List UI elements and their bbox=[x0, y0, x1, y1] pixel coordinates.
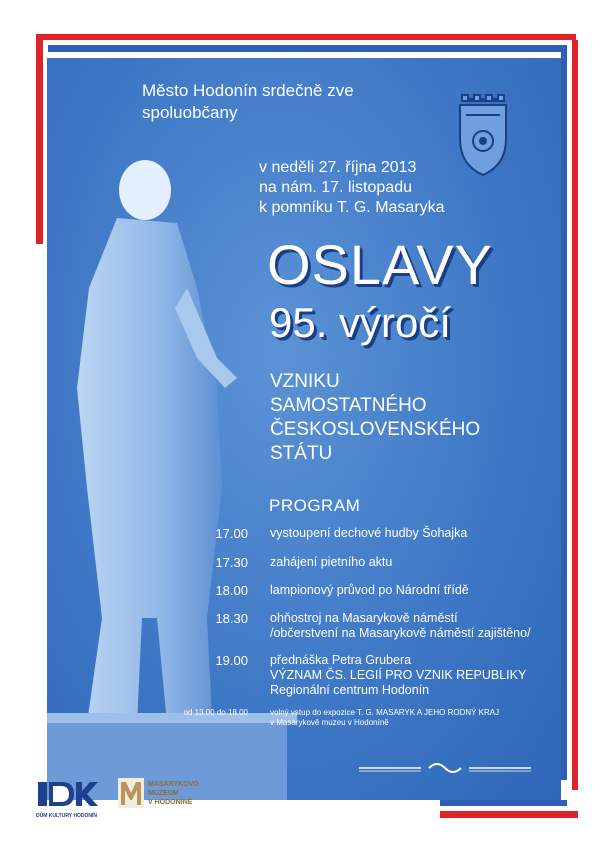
invitation-line-1: Město Hodonín srdečně zve bbox=[142, 81, 354, 100]
program-description: zahájení pietního aktu bbox=[270, 555, 393, 569]
dk-logo-icon bbox=[36, 780, 106, 810]
program-time: 17.30 bbox=[215, 555, 248, 570]
museum-name: MASARYKOVO MUZEUM V HODONÍNĚ bbox=[148, 781, 199, 806]
program-description: lampionový průvod po Národní třídě bbox=[270, 583, 469, 597]
program-time: od 13.00 do 18.00 bbox=[183, 708, 248, 717]
subtitle-line-3: ČESKOSLOVENSKÉHO bbox=[270, 419, 481, 440]
hodonin-crest-icon bbox=[452, 91, 512, 181]
invitation-text bbox=[142, 80, 382, 124]
event-details bbox=[259, 158, 445, 218]
subtitle bbox=[270, 370, 550, 466]
subtitle-line-2: SAMOSTATNÉHO bbox=[270, 395, 427, 416]
program-time: 19.00 bbox=[215, 653, 248, 668]
program-description: volný vstup do expozice T. G. MASARYK A JEHO RODNÝ KRAJ v Masarykově muzeu v Hodoníně bbox=[270, 708, 500, 727]
ornament-divider-icon bbox=[359, 758, 539, 778]
program-time: 18.30 bbox=[215, 611, 248, 626]
program-time: 17.00 bbox=[215, 526, 248, 541]
dk-logo-caption: DŮM KULTURY HODONÍN bbox=[36, 813, 98, 819]
title-main: OSLAVY bbox=[267, 233, 493, 296]
event-location: k pomníku T. G. Masaryka bbox=[259, 199, 445, 216]
subtitle-line-1: VZNIKU bbox=[270, 371, 340, 392]
program-heading: PROGRAM bbox=[269, 496, 361, 515]
dk-logo bbox=[36, 780, 106, 819]
title-anniversary: 95. výročí bbox=[269, 299, 452, 346]
program-description: ohňostroj na Masarykově náměstí /občerstvení na Masarykově náměstí zajištěno/ bbox=[270, 611, 531, 640]
subtitle-line-4: STÁTU bbox=[270, 443, 333, 464]
event-place: na nám. 17. listopadu bbox=[259, 179, 412, 196]
program-time: 18.00 bbox=[215, 583, 248, 598]
invitation-line-2: spoluobčany bbox=[142, 103, 238, 122]
program-description: přednáška Petra Grubera VÝZNAM ČS. LEGIÍ PRO VZNIK REPUBLIKY Regionální centrum Hodonín bbox=[270, 653, 527, 697]
poster-background bbox=[47, 58, 561, 800]
event-date: v neděli 27. října 2013 bbox=[259, 159, 417, 176]
program-description: vystoupení dechové hudby Šohajka bbox=[270, 526, 468, 540]
museum-m-icon bbox=[118, 778, 144, 808]
